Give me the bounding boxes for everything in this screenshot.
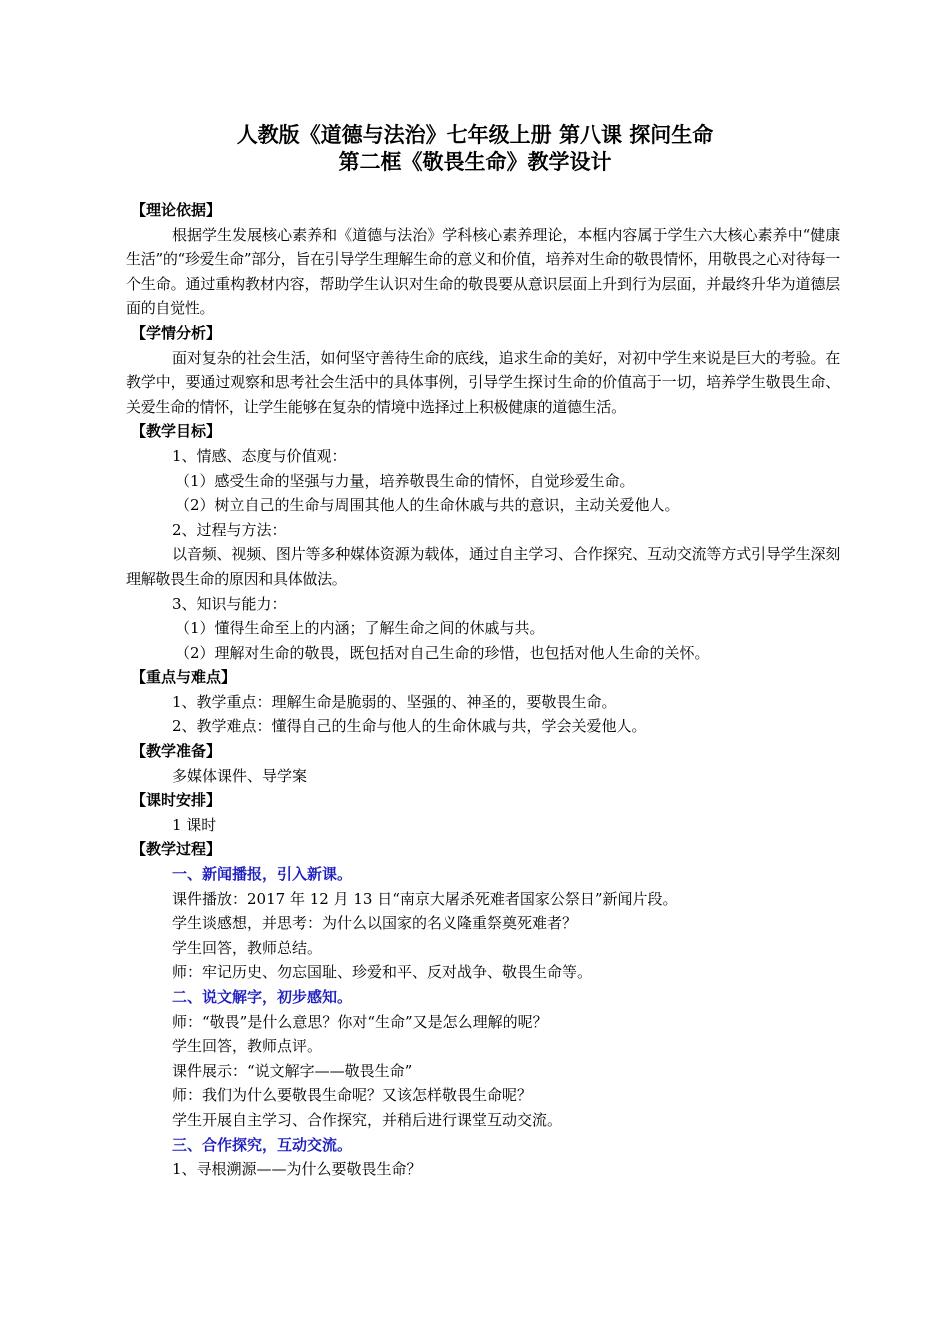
theory-paragraph: 根据学生发展核心素养和《道德与法治》学科核心素养理论，本框内容属于学生六大核心素养中“健康生活”的“珍爱生命”部分，旨在引导学生理解生命的意义和价值，培养对生命的敬畏情怀，用敬畏之心对待每一个生命。通过重构教材内容，帮助学生认识对生命的敬畏要从意识层面上升到行为层面，并最终升华为道德层面的自觉性。 <box>126 225 840 318</box>
process-step-1-line: 课件播放：2017 年 12 月 13 日“南京大屠杀死难者国家公祭日”新闻片段。 <box>172 889 678 908</box>
keypoint-1: 1、教学重点：理解生命是脆弱的、坚强的、神圣的，要敬畏生命。 <box>172 692 617 711</box>
section-heading-process: 【教学过程】 <box>131 840 222 859</box>
section-heading-keypoints: 【重点与难点】 <box>131 668 237 687</box>
process-step-2-line: 课件展示：“说文解字——敬畏生命” <box>172 1061 413 1080</box>
process-step-1-title: 一、新闻播报，引入新课。 <box>172 865 353 884</box>
process-step-1-line: 学生回答，教师总结。 <box>172 938 323 957</box>
keypoint-2: 2、教学难点：懂得自己的生命与他人的生命休戚与共，学会关爱他人。 <box>172 717 647 736</box>
process-step-3-title: 三、合作探究，互动交流。 <box>172 1135 353 1154</box>
process-step-2-line: 师：“敬畏”是什么意思？你对“生命”又是怎么理解的呢？ <box>172 1012 548 1031</box>
goal-3-b: （2）理解对生命的敬畏，既包括对自己生命的珍惜，也包括对他人生命的关怀。 <box>175 643 710 662</box>
prep-text: 多媒体课件、导学案 <box>172 766 308 785</box>
goal-3-a: （1）懂得生命至上的内涵；了解生命之间的休戚与共。 <box>175 619 545 638</box>
schedule-text: 1 课时 <box>172 815 217 834</box>
section-heading-theory: 【理论依据】 <box>131 201 222 219</box>
analysis-paragraph: 面对复杂的社会生活，如何坚守善待生命的底线，追求生命的美好，对初中学生来说是巨大的考验。在教学中，要通过观察和思考社会生活中的具体事例，引导学生探讨生命的价值高于一切，培养学生敬畏生命、关爱生命的情怀，让学生能够在复杂的情境中选择过上积极健康的道德生活。 <box>126 348 840 416</box>
process-step-2-line: 学生回答，教师点评。 <box>172 1037 323 1056</box>
section-heading-analysis: 【学情分析】 <box>131 323 222 342</box>
document-body <box>126 198 840 1182</box>
document-subtitle: 第二框《敬畏生命》教学设计 <box>338 150 612 174</box>
process-step-2-title: 二、说文解字，初步感知。 <box>172 988 353 1006</box>
section-heading-schedule: 【课时安排】 <box>131 791 222 810</box>
goal-2-paragraph: 以音频、视频、图片等多种媒体资源为载体，通过自主学习、合作探究、互动交流等方式引导学生深刻理解敬畏生命的原因和具体做法。 <box>126 545 840 588</box>
process-step-1-line: 学生谈感想，并思考：为什么以国家的名义隆重祭奠死难者？ <box>172 914 578 933</box>
process-step-1-line: 师：牢记历史、勿忘国耻、珍爱和平、反对战争、敬畏生命等。 <box>172 963 593 982</box>
goal-3: 3、知识与能力： <box>172 594 287 613</box>
goal-2: 2、过程与方法： <box>172 520 287 539</box>
process-step-2-line: 师：我们为什么要敬畏生命呢？又该怎样敬畏生命呢？ <box>172 1086 533 1105</box>
goal-1-a: （1）感受生命的坚强与力量，培养敬畏生命的情怀，自觉珍爱生命。 <box>175 471 635 490</box>
process-step-3-line: 1、寻根溯源——为什么要敬畏生命？ <box>172 1160 422 1179</box>
document-title: 人教版《道德与法治》七年级上册 第八课 探问生命 <box>236 123 714 147</box>
process-step-2-line: 学生开展自主学习、合作探究，并稍后进行课堂互动交流。 <box>172 1110 563 1129</box>
section-heading-prep: 【教学准备】 <box>131 742 222 761</box>
goal-1: 1、情感、态度与价值观： <box>172 446 347 465</box>
section-heading-goals: 【教学目标】 <box>131 422 222 441</box>
goal-1-b: （2）树立自己的生命与周围其他人的生命休戚与共的意识，主动关爱他人。 <box>175 496 680 515</box>
